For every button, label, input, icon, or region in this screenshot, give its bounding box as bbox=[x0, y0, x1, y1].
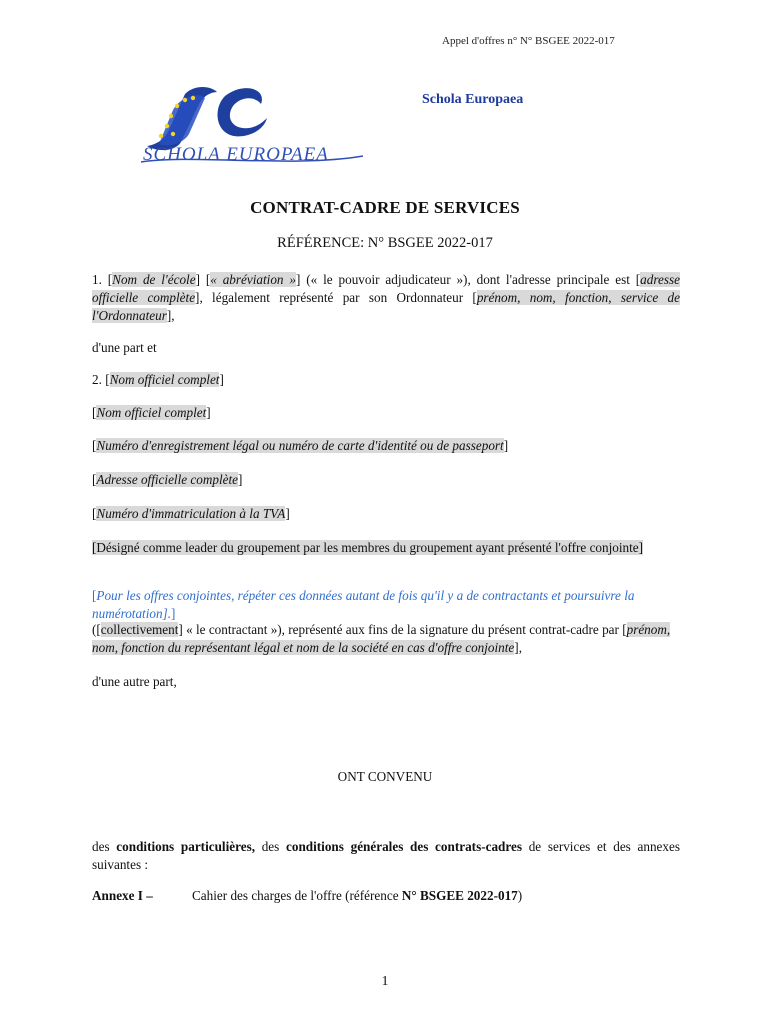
offres-conjointes-note: [Pour les offres conjointes, répéter ces données autant de fois qu'il y a de contractants et poursuivre la numérotation].] bbox=[92, 588, 635, 621]
annex-1-text: Cahier des charges de l'offre (référence N° BSGEE 2022-017) bbox=[192, 888, 523, 903]
placeholder-tva: Numéro d'immatriculation à la TVA bbox=[96, 506, 286, 521]
ont-convenu: ONT CONVENU bbox=[337, 769, 433, 784]
document-title: CONTRAT-CADRE DE SERVICES bbox=[250, 198, 520, 217]
collectivement-paragraph: ([collectivement] « le contractant »), représenté aux fins de la signature du présent contrat-cadre par [prénom, nom, fonction du représentant légal et nom de la société en cas d'offre conjointe], bbox=[92, 622, 671, 655]
party-1-paragraph: 1. [Nom de l'école] [« abréviation »] (« le pouvoir adjudicateur »), dont l'adresse principale est [adresse officielle complète], légalement représenté par son Ordonnateur [prénom, nom, fonction, service de l'Ordonnateur], bbox=[92, 272, 680, 323]
party-2-enregistrement: [Numéro d'enregistrement légal ou numéro de carte d'identité ou de passeport] bbox=[92, 438, 509, 453]
placeholder-ordonnateur: prénom, nom, fonction, service de l'Ordonnateur bbox=[92, 290, 680, 323]
conditions-paragraph: des conditions particulières, des conditions générales des contrats-cadres de services et des annexes suivantes : bbox=[92, 839, 680, 872]
placeholder-adresse: adresse officielle complète bbox=[92, 272, 680, 305]
header-reference: Appel d'offres n° N° BSGEE 2022-017 bbox=[442, 35, 615, 47]
party-2-leader: [Désigné comme leader du groupement par les membres du groupement ayant présenté l'offre conjointe] bbox=[92, 540, 644, 555]
party-2-nom: [Nom officiel complet] bbox=[92, 405, 211, 420]
placeholder-adresse-officielle: Adresse officielle complète bbox=[96, 472, 238, 487]
placeholder-representant: prénom, nom, fonction du représentant légal et nom de la société en cas d'offre conjointe bbox=[92, 622, 671, 655]
placeholder-nom-officiel-2: Nom officiel complet bbox=[96, 405, 207, 420]
logo-text: SCHOLA EUROPAEA bbox=[143, 144, 329, 165]
placeholder-nom-officiel: Nom officiel complet bbox=[109, 372, 220, 387]
page-number: 1 bbox=[381, 974, 389, 989]
placeholder-abreviation: « abréviation » bbox=[210, 272, 296, 287]
annex-1-label: Annexe I – bbox=[92, 888, 153, 903]
placeholder-numero-enregistrement: Numéro d'enregistrement légal ou numéro de carte d'identité ou de passeport bbox=[96, 438, 504, 453]
schola-europaea-logo bbox=[133, 82, 369, 166]
party-2-number: 2. [Nom officiel complet] bbox=[92, 372, 224, 387]
school-name: Schola Europaea bbox=[422, 92, 524, 107]
document-reference: RÉFÉRENCE: N° BSGEE 2022-017 bbox=[277, 235, 493, 251]
party-2-adresse: [Adresse officielle complète] bbox=[92, 472, 243, 487]
d-une-autre-part: d'une autre part, bbox=[92, 674, 177, 689]
d-une-part: d'une part et bbox=[92, 340, 157, 355]
party-2-tva: [Numéro d'immatriculation à la TVA] bbox=[92, 506, 290, 521]
placeholder-collectivement: collectivement bbox=[100, 622, 179, 637]
placeholder-nom-ecole: Nom de l'école bbox=[112, 272, 196, 287]
